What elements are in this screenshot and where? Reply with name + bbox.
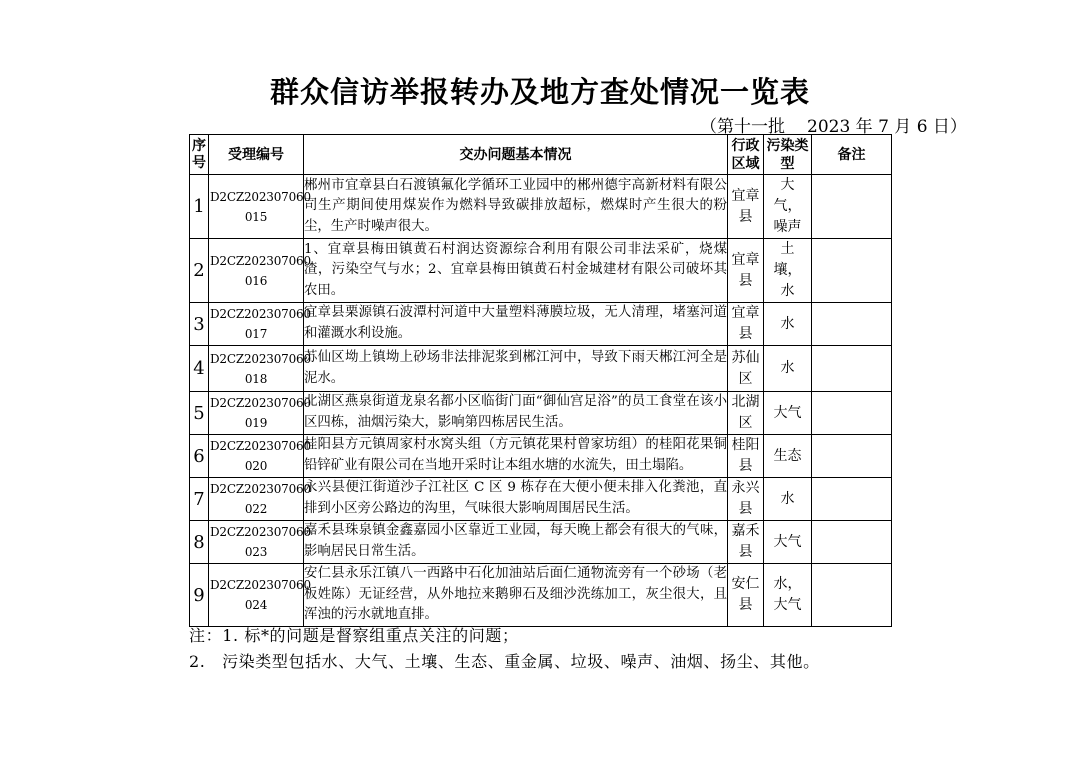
row-remarks	[812, 239, 892, 303]
row-code: D2CZ202307060 020	[209, 435, 304, 478]
row-region: 桂阳县	[728, 435, 764, 478]
row-pollution-type: 生态	[764, 435, 812, 478]
row-code: D2CZ202307060 022	[209, 478, 304, 521]
row-remarks	[812, 478, 892, 521]
row-remarks	[812, 521, 892, 564]
row-code: D2CZ202307060 018	[209, 346, 304, 392]
row-remarks	[812, 435, 892, 478]
row-pollution-type: 大气	[764, 392, 812, 435]
row-region: 永兴县	[728, 478, 764, 521]
row-region: 宜章县	[728, 239, 764, 303]
header-code: 受理编号	[209, 135, 304, 175]
complaints-table	[189, 134, 892, 627]
row-region: 安仁县	[728, 564, 764, 627]
row-code: D2CZ202307060 024	[209, 564, 304, 627]
header-region: 行政区域	[728, 135, 764, 175]
row-region: 北湖区	[728, 392, 764, 435]
row-description: 永兴县便江街道沙子江社区 C 区 9 栋存在大便小便未排入化粪池，直排到小区旁公路边的沟里，气味很大影响周围居民生活。	[304, 478, 728, 521]
header-index: 序号	[190, 135, 209, 175]
row-description: 苏仙区坳上镇坳上砂场非法排泥浆到郴江河中，导致下雨天郴江河全是泥水。	[304, 346, 728, 392]
table-row	[190, 346, 892, 392]
row-index: 4	[190, 346, 209, 392]
row-index: 3	[190, 303, 209, 346]
row-region: 嘉禾县	[728, 521, 764, 564]
batch-label: （第十一批	[700, 117, 785, 137]
row-pollution-type: 水	[764, 303, 812, 346]
row-remarks	[812, 564, 892, 627]
row-index: 6	[190, 435, 209, 478]
row-region: 宜章县	[728, 303, 764, 346]
row-pollution-type: 水	[764, 478, 812, 521]
row-description: 1、宜章县梅田镇黄石村润达资源综合利用有限公司非法采矿，烧煤渣，污染空气与水；2、宜章县梅田镇黄石村金城建材有限公司破坏其农田。	[304, 239, 728, 303]
row-remarks	[812, 392, 892, 435]
row-description: 宜章县栗源镇石波潭村河道中大量塑料薄膜垃圾，无人清理，堵塞河道和灌溉水利设施。	[304, 303, 728, 346]
table-row	[190, 303, 892, 346]
row-pollution-type: 大气，噪声	[764, 175, 812, 239]
header-pollution-type: 污染类型	[764, 135, 812, 175]
row-description: 桂阳县方元镇周家村水窝头组（方元镇花果村曾家坊组）的桂阳花果铜铅锌矿业有限公司在当地开采时让本组水塘的水流失，田土塌陷。	[304, 435, 728, 478]
row-pollution-type: 大气	[764, 521, 812, 564]
header-description: 交办问题基本情况	[304, 135, 728, 175]
table-row	[190, 435, 892, 478]
row-code: D2CZ202307060 019	[209, 392, 304, 435]
row-description: 郴州市宜章县白石渡镇氟化学循环工业园中的郴州德宇高新材料有限公司生产期间使用煤炭作为燃料导致碳排放超标，燃煤时产生很大的粉尘，生产时噪声很大。	[304, 175, 728, 239]
row-index: 8	[190, 521, 209, 564]
table-row	[190, 521, 892, 564]
row-index: 5	[190, 392, 209, 435]
row-remarks	[812, 303, 892, 346]
row-pollution-type: 水，大气	[764, 564, 812, 627]
table-header-row	[190, 135, 892, 175]
document-title: 群众信访举报转办及地方查处情况一览表	[269, 75, 810, 109]
row-code: D2CZ202307060 017	[209, 303, 304, 346]
row-index: 9	[190, 564, 209, 627]
table-row	[190, 392, 892, 435]
row-code: D2CZ202307060 016	[209, 239, 304, 303]
row-region: 苏仙区	[728, 346, 764, 392]
row-code: D2CZ202307060 015	[209, 175, 304, 239]
batch-date: 2023 年 7 月 6 日）	[807, 117, 967, 137]
row-description: 安仁县永乐江镇八一西路中石化加油站后面仁通物流旁有一个砂场（老板姓陈）无证经营，从外地拉来鹅卵石及细沙洗练加工，灰尘很大，且浑浊的污水就地直排。	[304, 564, 728, 627]
row-code: D2CZ202307060 023	[209, 521, 304, 564]
table-row	[190, 175, 892, 239]
row-remarks	[812, 346, 892, 392]
row-remarks	[812, 175, 892, 239]
table-row	[190, 564, 892, 627]
table-row	[190, 478, 892, 521]
table-row	[190, 239, 892, 303]
note-2: 2. 污染类型包括水、大气、土壤、生态、重金属、垃圾、噪声、油烟、扬尘、其他。	[189, 652, 820, 671]
row-index: 1	[190, 175, 209, 239]
row-pollution-type: 土壤，水	[764, 239, 812, 303]
row-description: 北湖区燕泉街道龙泉名都小区临街门面“御仙宫足浴”的员工食堂在该小区四栋，油烟污染大，影响第四栋居民生活。	[304, 392, 728, 435]
row-description: 嘉禾县珠泉镇金鑫嘉园小区靠近工业园，每天晚上都会有很大的气味，影响居民日常生活。	[304, 521, 728, 564]
notes	[189, 623, 820, 675]
row-index: 7	[190, 478, 209, 521]
row-index: 2	[190, 239, 209, 303]
note-1: 注：1. 标*的问题是督察组重点关注的问题；	[189, 626, 519, 645]
row-pollution-type: 水	[764, 346, 812, 392]
header-remarks: 备注	[812, 135, 892, 175]
row-region: 宜章县	[728, 175, 764, 239]
